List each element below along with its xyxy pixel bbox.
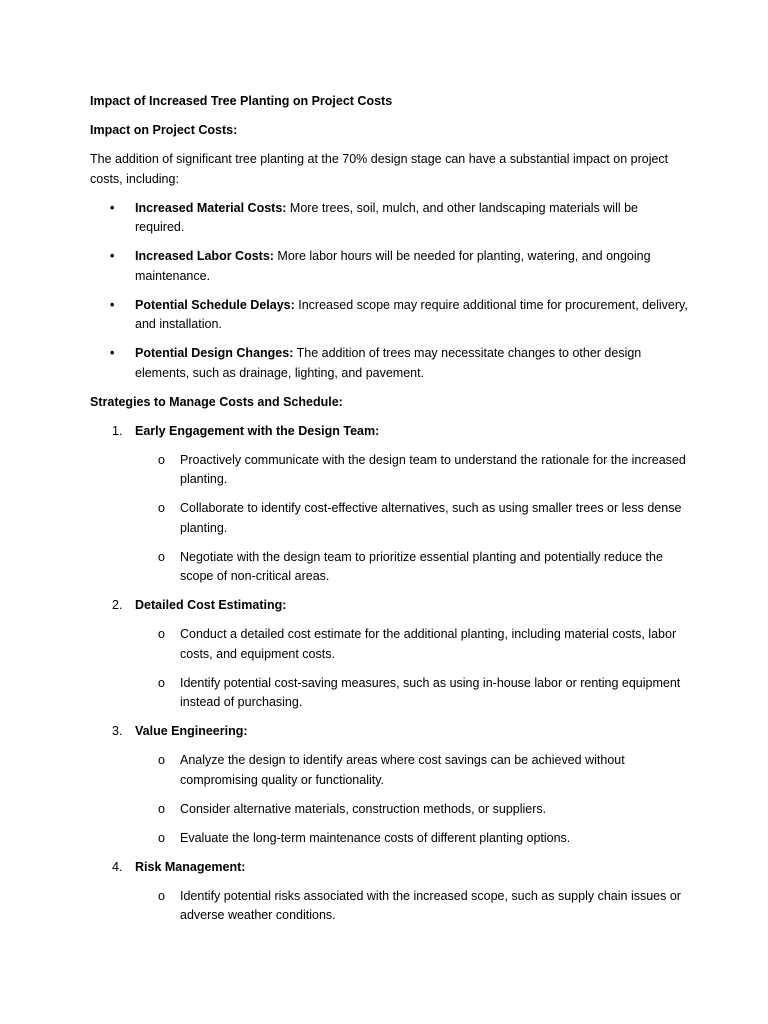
sub-bullet-glyph: o (158, 501, 165, 515)
document-title: Impact of Increased Tree Planting on Project Costs (90, 94, 393, 108)
bullet-label: Increased Labor Costs: (135, 249, 274, 263)
strategy-heading (90, 722, 690, 742)
sub-list-item (90, 674, 690, 713)
bullet-text: Increased scope may require additional time for procurement, delivery, and installation. (135, 297, 688, 331)
bullet-item-labor-costs (90, 247, 690, 286)
strategy-2 (90, 596, 690, 713)
sub-item-text: Negotiate with the design team to prioritize essential planting and potentially reduce the scope of non-critical areas. (180, 549, 663, 583)
sub-list-item (90, 829, 690, 849)
strategy-heading (90, 596, 690, 616)
bullet-item-material-costs (90, 199, 690, 238)
sub-item-text: Conduct a detailed cost estimate for the additional planting, including material costs, labor costs, and equipment costs. (180, 627, 677, 661)
intro-paragraph: The addition of significant tree planting at the 70% design stage can have a substantial impact on project costs, including: (90, 152, 669, 186)
bullet-item-schedule-delays (90, 296, 690, 335)
sub-item-text: Collaborate to identify cost-effective alternatives, such as using smaller trees or less dense planting. (180, 501, 682, 535)
sub-list-item (90, 751, 690, 790)
strategy-number: 3. (112, 724, 123, 738)
sub-item-text: Analyze the design to identify areas where cost savings can be achieved without compromising quality or functionality. (180, 753, 625, 787)
strategy-title: Value Engineering: (135, 724, 248, 738)
sub-bullet-glyph: o (158, 830, 165, 845)
bullet-glyph: • (110, 200, 115, 215)
sub-bullet-glyph: o (158, 675, 165, 690)
bullet-label: Potential Schedule Delays: (135, 297, 295, 312)
strategy-number: 4. (112, 859, 123, 874)
bullet-text: More trees, soil, mulch, and other landscaping materials will be required. (135, 200, 639, 234)
impact-bullet-list (90, 199, 690, 384)
sub-item-text: Evaluate the long-term maintenance costs of different planting options. (180, 830, 571, 845)
sub-list-item (90, 548, 690, 587)
impact-heading: Impact on Project Costs: (90, 123, 238, 137)
sub-bullet-glyph: o (158, 801, 165, 816)
sub-list-item (90, 887, 690, 926)
sub-list-item (90, 800, 690, 820)
sub-list-item (90, 499, 690, 538)
sub-item-text: Consider alternative materials, construction methods, or suppliers. (180, 801, 547, 816)
bullet-glyph: • (110, 297, 115, 312)
sub-list-item (90, 625, 690, 664)
strategies-heading: Strategies to Manage Costs and Schedule: (90, 394, 343, 409)
sub-item-text: Proactively communicate with the design team to understand the rationale for the increased planting. (180, 452, 686, 486)
sub-bullet-glyph: o (158, 549, 165, 564)
bullet-item-design-changes (90, 344, 690, 383)
sub-list-item (90, 451, 690, 490)
sub-bullet-glyph: o (158, 888, 165, 903)
strategy-4 (90, 858, 690, 926)
bullet-label: Increased Material Costs: (135, 200, 287, 215)
strategy-heading (90, 422, 690, 442)
bullet-label: Potential Design Changes: (135, 346, 294, 360)
document-page (90, 92, 690, 935)
strategy-number: 2. (112, 598, 123, 612)
sub-item-text: Identify potential cost-saving measures, such as using in-house labor or renting equipment instead of purchasing. (180, 675, 681, 709)
bullet-text: The addition of trees may necessitate changes to other design elements, such as drainage, lighting, and pavement. (135, 346, 642, 380)
strategy-title: Detailed Cost Estimating: (135, 598, 287, 612)
strategy-1 (90, 422, 690, 587)
bullet-glyph: • (110, 249, 115, 263)
strategy-title: Risk Management: (135, 859, 246, 874)
strategy-3 (90, 722, 690, 848)
sub-bullet-glyph: o (158, 753, 165, 767)
sub-item-text: Identify potential risks associated with the increased scope, such as supply chain issues or adverse weather conditions. (180, 888, 681, 922)
strategy-title: Early Engagement with the Design Team: (135, 423, 380, 438)
sub-bullet-glyph: o (158, 627, 165, 641)
sub-bullet-glyph: o (158, 452, 165, 467)
strategy-number: 1. (112, 423, 123, 438)
strategy-heading (90, 858, 690, 878)
bullet-text: More labor hours will be needed for planting, watering, and ongoing maintenance. (135, 249, 651, 283)
bullet-glyph: • (110, 346, 115, 360)
